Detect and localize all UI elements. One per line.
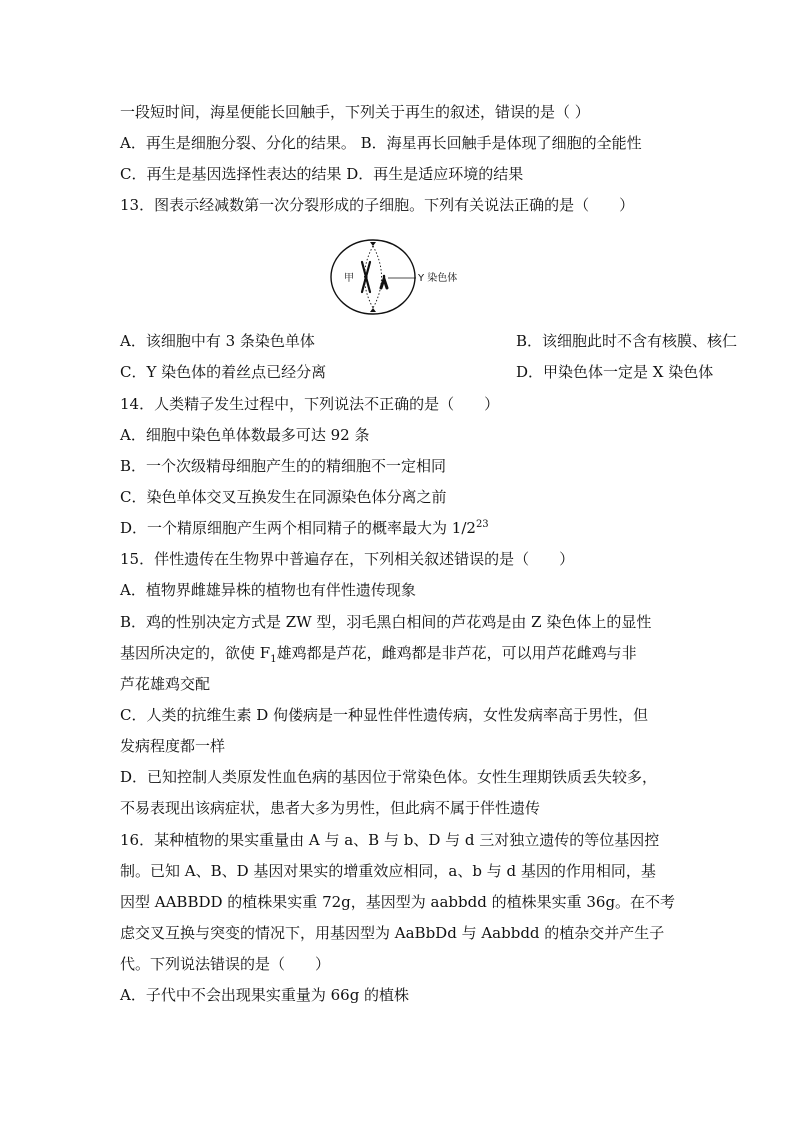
spindle-fiber-right	[373, 246, 382, 308]
q16-stem-line3: 因型 AABBDD 的植株果实重 72g，基因型为 aabbdd 的植株果实重 36g。在不考	[120, 893, 676, 911]
q14-option-b: B．一个次级精母细胞产生的的精细胞不一定相同	[120, 457, 447, 475]
q15-option-c-line1: C．人类的抗维生素 D 佝偻病是一种显性伴性遗传病，女性发病率高于男性，但	[120, 706, 649, 724]
q15-b2-text-post: 雄鸡都是芦花，雌鸡都是非芦花，可以用芦花雌鸡与非	[276, 644, 637, 662]
q15-stem: 15．伴性遗传在生物界中普遍存在，下列相关叙述错误的是（ ）	[120, 550, 575, 568]
q16-option-a: A．子代中不会出现果实重量为 66g 的植株	[120, 986, 410, 1004]
q15-option-c-line2: 发病程度都一样	[120, 737, 226, 755]
q14-option-a: A．细胞中染色单体数最多可达 92 条	[120, 426, 370, 444]
q13-option-c: C．Y 染色体的着丝点已经分离	[120, 363, 327, 381]
q15-b2-subscript: 1	[270, 654, 277, 665]
q13-options-ab	[120, 331, 738, 351]
centrosome-top	[370, 242, 376, 246]
q16-stem-line2: 制。已知 A、B、D 基因对果实的增重效应相同，a、b 与 d 基因的作用相同，基	[120, 862, 656, 880]
centrosome-bottom	[370, 308, 376, 312]
q14-stem: 14．人类精子发生过程中，下列说法不正确的是（ ）	[120, 395, 500, 413]
q15-option-b-line2	[120, 643, 700, 663]
chromosome-jia	[362, 262, 370, 292]
q14-option-c: C．染色单体交叉互换发生在同源染色体分离之前	[120, 488, 447, 506]
q12-stem-end: 一段短时间，海星便能长回触手，下列关于再生的叙述，错误的是（ ）	[120, 103, 590, 121]
label-jia: 甲	[344, 273, 354, 284]
q15-b2-text-pre: 基因所决定的，欲使 F	[120, 644, 271, 662]
q14-option-d	[120, 518, 700, 538]
q14-option-d-exponent: 23	[475, 519, 489, 530]
q13-option-d: D．甲染色体一定是 X 染色体	[516, 363, 714, 381]
q13-option-b: B．该细胞此时不含有核膜、核仁	[516, 332, 738, 350]
q13-options-cd	[120, 362, 714, 382]
q16-stem-line1: 16．某种植物的果实重量由 A 与 a、B 与 b、D 与 d 三对独立遗传的等位基因控	[120, 831, 660, 849]
q15-option-d-line2: 不易表现出该病症状，患者大多为男性，但此病不属于伴性遗传	[120, 799, 541, 817]
q14-option-d-text: D．一个精原细胞产生两个相同精子的概率最大为 1/2	[120, 519, 476, 537]
q15-option-b-line3: 芦花雄鸡交配	[120, 675, 211, 693]
q15-option-d-line1: D．已知控制人类原发性血色病的基因位于常染色体。女性生理期铁质丢失较多，	[120, 768, 658, 786]
q16-stem-line4: 虑交叉互换与突变的情况下，用基因型为 AaBbDd 与 Aabbdd 的植杂交并产生子	[120, 924, 665, 942]
q12-option-cd: C．再生是基因选择性表达的结果 D．再生是适应环境的结果	[120, 165, 524, 183]
q16-stem-line5: 代。下列说法错误的是（ ）	[120, 955, 331, 973]
q15-option-a: A．植物界雌雄异株的植物也有伴性遗传现象	[120, 581, 416, 599]
q13-option-a: A．该细胞中有 3 条染色单体	[120, 332, 315, 350]
q15-option-b-line1: B．鸡的性别决定方式是 ZW 型，羽毛黑白相间的芦花鸡是由 Z 染色体上的显性	[120, 613, 652, 631]
q12-option-ab: A．再生是细胞分裂、分化的结果。 B．海星再长回触手是体现了细胞的全能性	[120, 134, 642, 152]
label-y-chromosome: Y 染色体	[418, 273, 458, 284]
chromosome-y	[381, 276, 387, 288]
q13-stem: 13．图表示经减数第一次分裂形成的子细胞。下列有关说法正确的是（ ）	[120, 196, 635, 214]
cell-division-figure	[326, 236, 476, 318]
